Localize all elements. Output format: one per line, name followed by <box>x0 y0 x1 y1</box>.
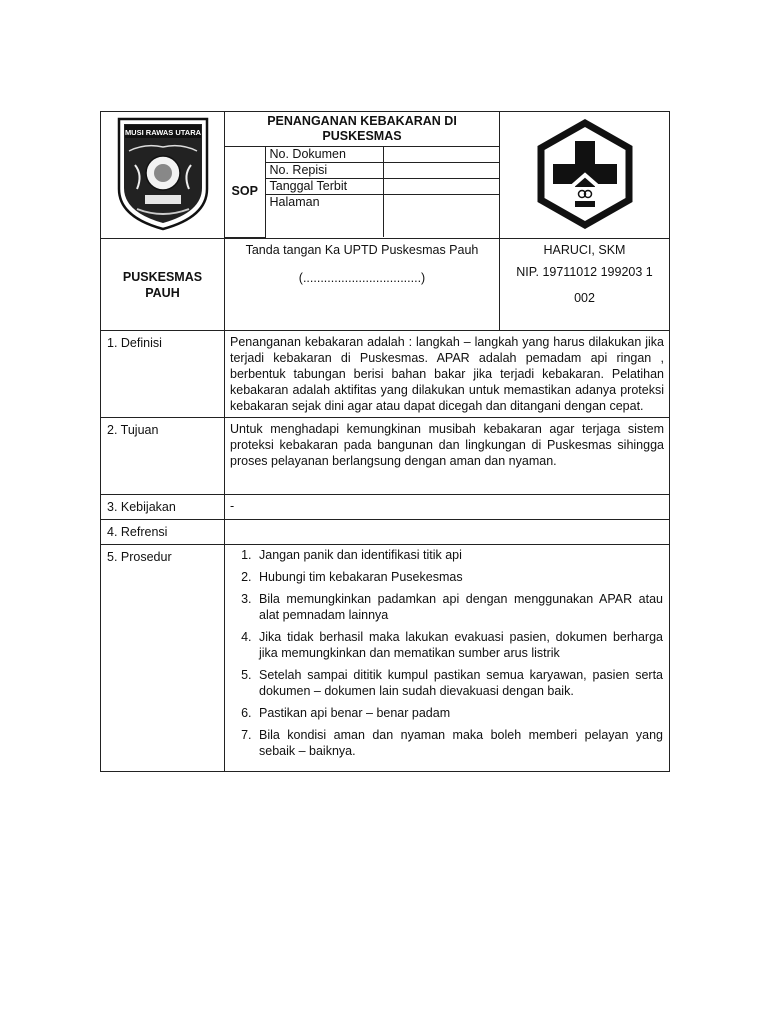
logo-banner-text: MUSI RAWAS UTARA <box>124 127 201 137</box>
field-value-tanggal-terbit <box>383 179 499 195</box>
section-text-kebijakan: - <box>225 495 670 520</box>
field-label-no-repisi: No. Repisi <box>265 163 383 179</box>
regency-emblem-icon <box>115 115 211 233</box>
official-cell <box>500 239 670 331</box>
field-value-halaman <box>383 195 499 238</box>
section-label-refrensi: 4. Refrensi <box>101 520 225 545</box>
procedure-step: 4. Jika tidak berhasil maka lakukan evakuasi pasien, dokumen berharga jika memungkinkan dan mematikan sumber arus listrik <box>255 629 663 661</box>
procedure-step: 3. Bila memungkinkan padamkan api dengan menggunakan APAR atau alat pemnadam lainnya <box>255 591 663 623</box>
signature-row <box>101 239 670 331</box>
puskesmas-logo-icon <box>535 119 635 229</box>
procedure-list <box>225 545 669 771</box>
section-text-definisi: Penanganan kebakaran adalah : langkah – langkah yang harus dilakukan jika terjadi kebakaran di Puskesmas. APAR adalah pemadam api ringan , berbentuk tabungan berisi bahan bakar jika terjadi kebakaran. Pelatihan kebakaran adalah aktifitas yang dilakukan untuk memastikan adanya proteksi kebakaran sejak dini agar atau dapat dicegah dan ditangani dengan cepat. <box>225 331 670 418</box>
procedure-step: 1. Jangan panik dan identifikasi titik api <box>255 547 663 563</box>
puskesmas-logo-cell <box>500 112 670 239</box>
field-value-no-repisi <box>383 163 499 179</box>
section-text-tujuan: Untuk menghadapi kemungkinan musibah kebakaran agar terjaga sistem proteksi kebakaran pada bangunan dan lingkungan di Puskesmas sihingga proses pelayanan berlangsung dengan aman dan nyaman. <box>225 418 670 495</box>
section-text-refrensi <box>225 520 670 545</box>
official-nip-line1: NIP. 19711012 199203 1 <box>516 265 653 279</box>
field-label-no-dokumen: No. Dokumen <box>265 147 383 163</box>
sop-table <box>100 111 670 772</box>
section-tujuan <box>101 418 670 495</box>
section-label-definisi: 1. Definisi <box>101 331 225 418</box>
official-name: HARUCI, SKM <box>543 243 626 257</box>
field-label-halaman: Halaman <box>269 195 320 209</box>
signature-label: Tanda tangan Ka UPTD Puskesmas Pauh <box>245 243 479 257</box>
org-name-line1: PUSKESMAS <box>122 269 203 284</box>
regency-logo-cell <box>101 112 225 239</box>
sop-label: SOP <box>225 147 265 237</box>
sop-document <box>100 111 669 772</box>
procedure-step: 7. Bila kondisi aman dan nyaman maka boleh memberi pelayan yang sebaik – baiknya. <box>255 727 663 759</box>
title-cell <box>225 112 500 239</box>
organization-cell <box>101 239 225 331</box>
signature-cell <box>225 239 500 331</box>
procedure-step: 2. Hubungi tim kebakaran Pusekesmas <box>255 569 663 585</box>
section-prosedur <box>101 545 670 772</box>
section-refrensi <box>101 520 670 545</box>
procedure-step: 6. Pastikan api benar – benar padam <box>255 705 663 721</box>
section-kebijakan <box>101 495 670 520</box>
section-label-kebijakan: 3. Kebijakan <box>101 495 225 520</box>
field-label-tanggal-terbit: Tanggal Terbit <box>265 179 383 195</box>
section-definisi <box>101 331 670 418</box>
header-row <box>101 112 670 239</box>
signature-blank: (..................................) <box>298 271 426 285</box>
sop-title: PENANGANAN KEBAKARAN DI PUSKESMAS <box>225 112 499 147</box>
doc-fields-table <box>225 147 499 238</box>
section-label-tujuan: 2. Tujuan <box>101 418 225 495</box>
official-nip-line2: 002 <box>574 291 595 305</box>
procedure-step: 5. Setelah sampai dititik kumpul pastikan semua karyawan, pasien serta dokumen – dokumen lain sudah dievakuasi dengan baik. <box>255 667 663 699</box>
org-name-line2: PAUH <box>145 285 180 300</box>
section-label-prosedur: 5. Prosedur <box>101 545 225 772</box>
field-value-no-dokumen <box>383 147 499 163</box>
section-steps-prosedur <box>225 545 670 772</box>
